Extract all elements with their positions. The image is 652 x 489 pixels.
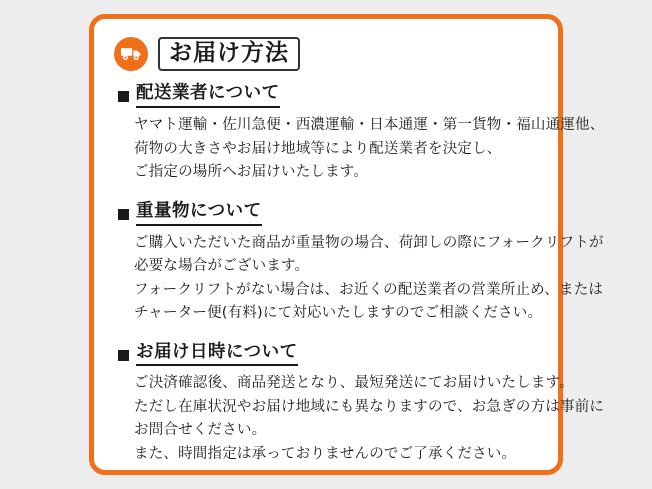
- text-line: お問合せください。: [134, 422, 267, 439]
- section-delivery-datetime-header: [118, 342, 538, 367]
- text-line: ご指定の場所へお届けいたします。: [134, 164, 369, 181]
- text-line: また、時間指定は承っておりませんのでご了承ください。: [134, 445, 517, 462]
- text-line: 荷物の大きさやお届け地域等により配送業者を決定し、: [134, 140, 502, 157]
- text-line: ただし在庫状況やお届け地域にも異なりますので、お急ぎの方は事前に: [134, 398, 605, 415]
- section-heavy-items-title: 重量物について: [136, 201, 262, 226]
- delivery-truck-icon: [114, 37, 148, 71]
- text-line: フォークリフトがない場合は、お近くの配送業者の営業所止め、または: [134, 281, 604, 298]
- section-heavy-items: [112, 200, 604, 326]
- text-line: ヤマト運輸・佐川急便・西濃運輸・日本通運・第一貨物・福山通運他、: [134, 117, 605, 134]
- card-header: [114, 37, 538, 71]
- filled-square-icon: [118, 209, 129, 220]
- text-line: ご決済確認後、商品発送となり、最短発送にてお届けいたします。: [134, 375, 574, 392]
- page-title-box: [158, 37, 300, 71]
- filled-square-icon: [118, 350, 129, 361]
- text-line: チャーター便(有料)にて対応いたしますのでご相談ください。: [134, 305, 543, 322]
- section-carrier-title: 配送業者について: [136, 83, 280, 108]
- section-carrier-body: [134, 114, 605, 184]
- section-carrier-header: [118, 83, 538, 108]
- card-inner: [94, 19, 605, 476]
- section-delivery-datetime-body: [134, 372, 605, 466]
- filled-square-icon: [118, 91, 129, 102]
- section-heavy-items-header: [118, 201, 538, 226]
- section-heavy-items-body: [134, 232, 604, 326]
- delivery-info-card: [89, 14, 605, 475]
- section-delivery-datetime-title: お届け日時について: [136, 342, 298, 367]
- text-line: 必要な場合がございます。: [134, 258, 310, 275]
- section-delivery-datetime: [112, 341, 605, 467]
- page-title: お届け方法: [169, 40, 289, 66]
- text-line: ご購入いただいた商品が重量物の場合、荷卸しの際にフォークリフトが: [134, 234, 604, 251]
- section-carrier: [112, 83, 605, 184]
